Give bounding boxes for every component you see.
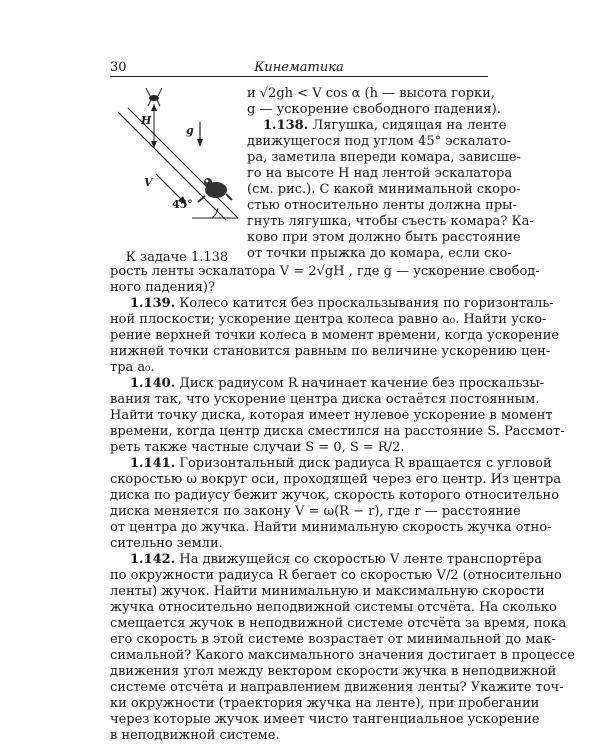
line-text: смещается жучок в неподвижной системе отсчёта за время, пока [110,616,567,631]
text-line [247,246,512,262]
text-line [110,632,556,648]
text-line [110,696,540,712]
text-line [110,568,562,584]
line-text: g — ускорение свободного падения). [247,102,501,117]
chapter-title: Кинематика [254,60,344,75]
text-line [110,408,553,424]
line-text: и √2gh < V cos α (h — высота горки, [247,86,495,101]
line-text: рость ленты эскалатора V = 2√gH , где g — ускорение свобод- [110,264,540,279]
line-text: Лягушка, сидящая на ленте [308,118,507,133]
text-line [110,376,545,392]
running-header [110,60,488,77]
line-text: жучка относительно неподвижной системы отсчёта. На сколько [110,600,557,615]
line-text: симальной? Какого максимального значения достигает в процессе [110,648,575,663]
text-line [110,312,547,328]
text-line [110,616,567,632]
line-text: сительно земли. [110,536,223,551]
line-text: от центра до жучка. Найти минимальную скорость жучка отно- [110,520,552,535]
line-text: Найти точку диска, которая имеет нулевое ускорение в момент [110,408,553,423]
text-line [110,536,488,552]
label-g: g [186,124,194,137]
text-line [247,150,521,166]
escalator-figure [108,82,240,262]
figure-caption: К задаче 1.138 [125,250,229,265]
text-line [110,728,488,744]
problem-number: 1.142. [130,552,176,567]
mosquito-icon [146,88,162,106]
text-line [110,520,552,536]
text-line [110,264,540,280]
line-text: ной плоскости; ускорение центра колеса равно a₀. Найти уско- [110,312,547,327]
text-line [247,134,512,150]
line-text: скоростью ω вокруг оси, проходящей через его центр. Из центра [110,472,562,487]
line-text: диска по радиусу бежит жучок, скорость которого относительно [110,488,560,503]
label-angle: 45° [172,198,193,211]
line-text: в неподвижной системе. [110,728,280,743]
text-line [247,102,501,118]
line-text: Горизонтальный диск радиуса R вращается с угловой [175,456,552,471]
text-line [110,344,551,360]
text-line [247,214,534,230]
problem-number: 1.138. [263,118,309,133]
line-text: его скорость в этой системе возрастает от минимальной до мак- [110,632,556,647]
line-text: ки окружности (траектория жучка на ленте), при пробегании [110,696,540,711]
text-line [247,166,513,182]
gravity-arrow [197,122,203,147]
text-line [247,118,507,134]
text-line [247,86,495,102]
line-text: движения угол между вектором скорости жучка в неподвижной [110,664,557,679]
line-text: На движущейся со скоростью V ленте транспортёра [175,552,542,567]
line-text: ково при этом должно быть расстояние [247,230,521,245]
label-v: V [144,176,153,189]
line-text: тра a₀. [110,360,155,375]
text-line [110,664,557,680]
text-line [110,424,565,440]
text-line [247,198,517,214]
text-line [110,600,557,616]
text-line [110,456,552,472]
line-text: по окружности радиуса R бегает со скоростью V/2 (относительно [110,568,562,583]
problem-number: 1.139. [130,296,176,311]
text-line [110,504,521,520]
text-line [247,230,521,246]
text-line [110,552,542,568]
text-line [110,648,575,664]
line-text: движущегося под углом 45° эскалато- [247,134,512,149]
text-line [110,712,540,728]
text-line [110,472,562,488]
line-text: через которые жучок имеет чисто тангенциальное ускорение [110,712,540,727]
line-text: диска меняется по закону V = ω(R − r), где r — расстояние [110,504,521,519]
page-number: 30 [110,60,127,75]
line-text: ра, заметила впереди комара, зависше- [247,150,521,165]
line-text: времени, когда центр диска сместился на расстояние S. Рассмот- [110,424,565,439]
line-text: вания так, что ускорение центра диска остаётся постоянным. [110,392,540,407]
line-text: го на высоте H над лентой эскалатора [247,166,513,181]
line-text: стью относительно ленты должна пры- [247,198,517,213]
text-line [110,488,560,504]
label-h: H [141,114,152,127]
line-text: (см. рис.). С какой минимальной скоро- [247,182,521,197]
line-text: рение верхней точки колеса в момент времени, когда ускорение [110,328,560,343]
line-text: гнуть лягушка, чтобы съесть комара? Ка- [247,214,534,229]
problem-number: 1.141. [130,456,176,471]
text-line [110,680,564,696]
text-line [110,392,540,408]
line-text: системе отсчёта и направлением движения ленты? Укажите точ- [110,680,564,695]
text-line [110,360,488,376]
problem-number: 1.140. [130,376,176,391]
text-line [110,280,488,296]
line-text: Диск радиусом R начинает качение без проскальзы- [175,376,545,391]
height-arrow [151,104,157,148]
frog-icon [198,178,232,202]
text-line [247,182,521,198]
line-text: Колесо катится без проскальзывания по горизонталь- [175,296,554,311]
line-text: ленты) жучок. Найти минимальную и максимальную скорости [110,584,545,599]
line-text: ного падения)? [110,280,215,295]
line-text: от точки прыжка до комара, если ско- [247,246,512,261]
text-line [110,328,560,344]
text-line [110,584,545,600]
text-line [110,440,488,456]
line-text: нижней точки становится равным по величине ускорению цен- [110,344,551,359]
text-line [110,296,554,312]
line-text: реть также частные случаи S = 0, S = R/2. [110,440,405,455]
